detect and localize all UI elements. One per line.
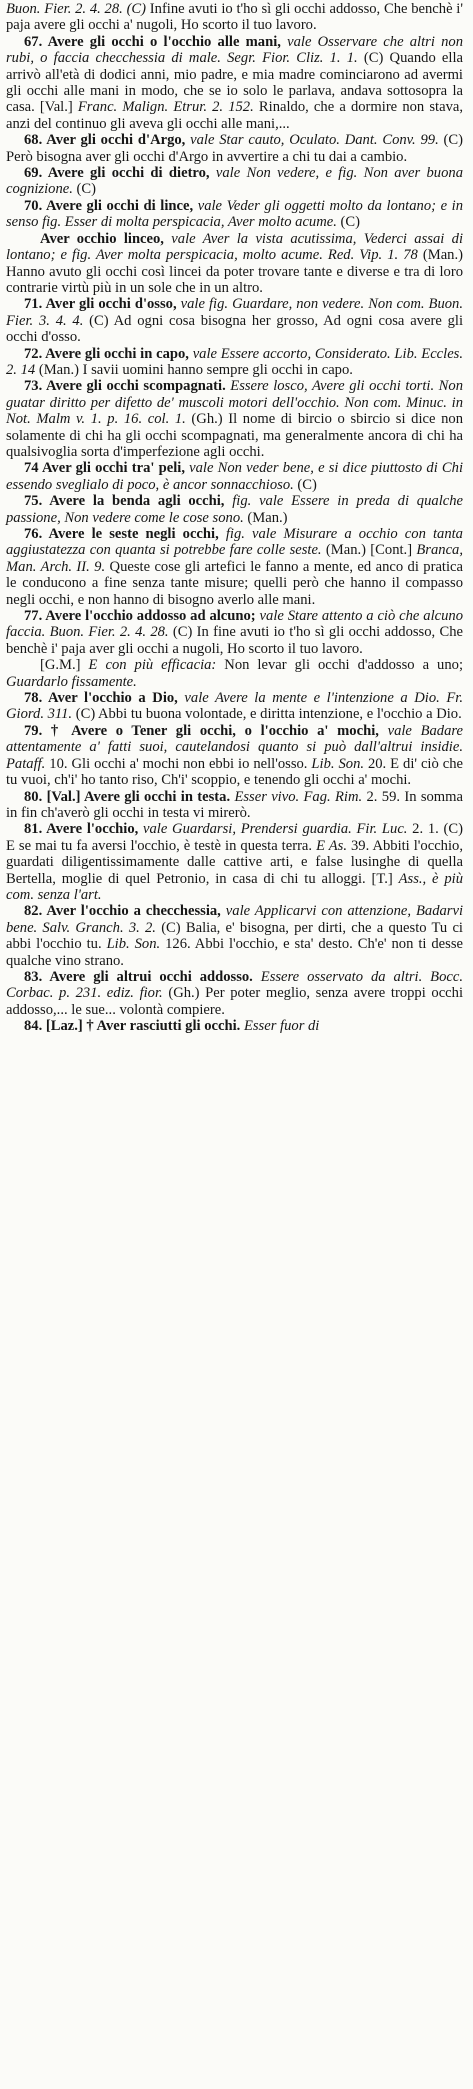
entry-italic-text: Franc. Malign. Etrur. 2. 152.: [77, 99, 254, 116]
dictionary-entry-e68: [6, 132, 463, 165]
dictionary-entry-e75: [6, 493, 463, 526]
dictionary-entry-e77: [6, 608, 463, 657]
entry-headword: 75. Avere la benda agli occhi,: [24, 493, 225, 510]
entry-italic-text: vale Applicarvi con attenzione, Badarvi bene. Salv. Granch. 3. 2.: [6, 903, 463, 936]
entry-text: 20. E di' ciò che tu vuoi, ch'i' ho tanto riso, Ch'i' scoppio, e tenendo gli occhi a' mochi.: [6, 755, 463, 789]
entry-headword: 83. Avere gli altrui occhi addosso.: [24, 968, 253, 985]
dictionary-entry-e74: [6, 460, 463, 493]
entry-text: (C) Però bisogna aver gli occhi d'Argo in avvertire a chi tu dai a cambio.: [6, 132, 464, 165]
entry-text: (Man.) I savii uomini hanno sempre gli occhi in capo.: [35, 361, 353, 378]
entry-headword: 74 Aver gli occhi tra' peli,: [24, 460, 185, 477]
entry-text: (Man.): [243, 509, 288, 526]
entry-text: Non levar gli occhi d'addosso a uno;: [216, 657, 463, 674]
entry-text: (C) Quando ella arrivò all'età di dodici anni, mio padre, e mia madre cominciarono ad avermi gli occhi alle mani in modo, che se io solo le parlava, andava sottosopra la casa. [Val.]: [6, 50, 463, 116]
entry-italic-text: vale Veder gli oggetti molto da lontano; e in senso fig. Esser di molta perspicacia, Aver molto acume.: [6, 197, 463, 231]
entry-headword: 71. Aver gli occhi d'osso,: [24, 296, 177, 313]
dictionary-entry-e76: [6, 526, 463, 608]
entry-text: (C): [293, 476, 317, 493]
dictionary-entry-e71: [6, 296, 463, 345]
entry-text: 2. 59. In somma in fin ch'averò gli occhi in testa vi mirerò.: [6, 788, 463, 821]
entry-italic-text: E As.: [316, 837, 347, 854]
entry-headword: Aver occhio linceo,: [40, 230, 164, 247]
entry-headword: 80. [Val.] Avere gli occhi in testa.: [24, 788, 231, 805]
dictionary-entry-e78: [6, 690, 463, 723]
entry-text: 2. 1. (C) E se mai tu fa aversi l'occhio, è testè in questa terra.: [6, 821, 463, 854]
entry-italic-text: vale Guardarsi, Prendersi guardia. Fir. Luc.: [138, 821, 408, 838]
entry-italic-text: E con più efficacia:: [88, 657, 217, 674]
entry-italic-text: fig. vale Essere in preda di qualche passione, Non vedere come le cose sono.: [6, 493, 463, 526]
entry-text: Rinaldo, che a dormire non stava, anzi del continuo gli aveva gli occhi alle mani,...: [6, 99, 463, 132]
entry-italic-text: Guardarlo fissamente.: [6, 673, 137, 690]
entry-italic-text: vale Stare attento a ciò che alcuno faccia. Buon. Fier. 2. 4. 28.: [6, 608, 463, 641]
entry-headword: 73. Avere gli occhi scompagnati.: [24, 378, 226, 395]
entry-italic-text: vale Star cauto, Oculato. Dant. Conv. 99.: [185, 132, 439, 149]
entry-text: (C) Abbi tu buona volontade, e diritta intenzione, e l'occhio a Dio.: [72, 706, 462, 723]
dictionary-entry-e77b: [6, 657, 463, 690]
entry-italic-text: Esser fuor di: [240, 1018, 320, 1035]
entry-italic-text: fig. vale Misurare a occhio con tanta aggiustatezza con quanta si potrebbe fare colle seste.: [6, 526, 463, 559]
entry-italic-text: vale fig. Guardare, non vedere. Non com. Buon. Fier. 3. 4. 4.: [6, 296, 463, 329]
entry-text: [G.M.]: [40, 657, 89, 674]
entry-headword: 67. Avere gli occhi o l'occhio alle mani,: [24, 33, 281, 50]
entry-headword: 81. Avere l'occhio,: [24, 821, 139, 838]
entry-italic-text: Buon. Fier. 2. 4. 28.: [6, 1, 123, 17]
entry-headword: 84. [Laz.] † Aver rasciutti gli occhi.: [24, 1018, 241, 1035]
entry-italic-text: Ass., è più com. senza l'art.: [6, 870, 463, 903]
entry-text: (Gh.) Per poter meglio, senza avere troppi occhi addosso,... le sue... volontà compiere.: [6, 985, 463, 1018]
entry-text: 39. Abbiti l'occhio, guardati diligentissimamente dalle cattive arti, e false lusinghe di quella Bertella, moglie di quel Petronio, in casa di chi tu alloggi. [T.]: [6, 837, 463, 887]
dictionary-entry-e82: [6, 903, 463, 969]
entry-headword: 69. Avere gli occhi di dietro,: [24, 165, 210, 182]
dictionary-entry-e80: [6, 789, 463, 822]
entry-text: 126. Abbi l'occhio, e sta' desto. Ch'e' non ti desse qualche vino strano.: [6, 936, 463, 969]
entry-text: (C) In fine avuti io t'ho sì gli occhi addosso, Che benchè i' paja aver gli occhi a nugoli, Ho scorto il tuo lavoro.: [6, 624, 463, 657]
entry-text: 10. Gli occhi a' mochi non ebbi io nell'osso.: [45, 755, 312, 772]
entry-italic-text: vale Badare attentamente a' fatti suoi, cautelandosi quanto si può dall'altrui insidie. Pataff.: [6, 722, 463, 772]
entry-text: (Man.) [Cont.]: [321, 542, 417, 559]
entry-headword: 77. Avere l'occhio addosso ad alcuno;: [24, 608, 256, 625]
entry-text: Queste cose gli artefici le fanno a mente, ed anco di pratica le conducono a fine senza tante misure; quelli però che hanno il compasso negli occhi, e non hanno di bisogno averlo alle mani.: [6, 558, 463, 608]
entry-italic-text: vale Avere la mente e l'intenzione a Dio. Fr. Giord. 311.: [6, 690, 464, 723]
dictionary-entry-e67: [6, 34, 463, 132]
dictionary-entry-e79: [6, 723, 463, 789]
dictionary-entry-e70b: [6, 231, 463, 297]
dictionary-entry-e83: [6, 969, 463, 1018]
entry-headword: 72. Avere gli occhi in capo,: [24, 345, 189, 362]
entry-text: (C): [72, 181, 96, 198]
dictionary-entry-e72: [6, 346, 463, 379]
entry-italic-text: vale Osservare che altri non rubi, o faccia checchessia di male. Segr. Fior. Cliz. 1. 1.: [6, 33, 463, 67]
entry-headword: 76. Avere le seste negli occhi,: [24, 526, 219, 542]
entry-headword: 82. Aver l'occhio a checchessia,: [24, 903, 221, 920]
entry-headword: 79. † Avere o Tener gli occhi, o l'occhio a' mochi,: [24, 722, 379, 739]
dictionary-entry-e69: [6, 165, 463, 198]
dictionary-entry-e81: [6, 821, 463, 903]
entry-italic-text: Essere losco, Avere gli occhi torti. Non guatar diritto per difetto de' muscoli motori dell'occhio. Non com. Minuc. in Not. Malm v. 1. p. 16. col. 1.: [6, 378, 463, 428]
entry-headword: 68. Aver gli occhi d'Argo,: [24, 132, 186, 149]
entry-text: (C) Balia, e' bisogna, per dirti, che a questo Tu ci abbi l'occhio tu.: [6, 919, 463, 953]
entry-italic-text: Esser vivo. Fag. Rim.: [230, 788, 363, 805]
dictionary-entry-e73: [6, 378, 463, 460]
entry-text: Infine avuti io t'ho sì gli occhi addosso, Che benchè i' paja avere gli occhi a' nugoli, Ho scorto il tuo lavoro.: [6, 1, 463, 34]
entry-italic-text: vale Aver la vista acutissima, Vederci assai di lontano; e fig. Aver molta perspicacia, molto acume. Red. Vip. 1. 78: [6, 230, 463, 264]
entry-text: (C) Ad ogni cosa bisogna her grosso, Ad ogni cosa avere gli occhi d'osso.: [6, 312, 463, 346]
entry-italic-text: (C): [126, 1, 147, 17]
entry-italic-text: Lib. Son.: [311, 755, 365, 772]
entry-italic-text: vale Essere accorto, Considerato. Lib. Eccles. 2. 14: [6, 345, 464, 378]
entry-text: (Gh.) Il nome di bircio o sbircio si dice non solamente di chi ha gli occhi scompagnati, ma generalmente ancora di chi ha qualsivoglia sorta d'imperfezione agli occhi.: [6, 411, 463, 460]
entry-headword: 70. Avere gli occhi di lince,: [24, 197, 194, 214]
entry-italic-text: Branca, Man. Arch. II. 9.: [6, 542, 463, 575]
entry-italic-text: vale Non veder bene, e si dice piuttosto di Chi essendo sveglialo di poco, è ancor sonnacchioso.: [6, 460, 464, 493]
entry-text: (Man.) Hanno avuto gli occhi così lincei da poter trovare tante e diverse e tra di loro contrarie virtù più in un sole che in un altro.: [6, 247, 463, 296]
dictionary-entry-e84: [6, 1018, 463, 1034]
entry-headword: 78. Aver l'occhio a Dio,: [24, 690, 178, 707]
entry-text: (C): [336, 214, 360, 231]
entry-italic-text: Lib. Son.: [106, 936, 161, 953]
dictionary-entry-e66: [6, 1, 463, 34]
entry-italic-text: Essere osservato da altri. Bocc. Corbac. p. 231. ediz. fior.: [6, 968, 464, 1002]
dictionary-entry-e70: [6, 198, 463, 231]
entry-italic-text: vale Non vedere, e fig. Non aver buona cognizione.: [6, 165, 463, 198]
